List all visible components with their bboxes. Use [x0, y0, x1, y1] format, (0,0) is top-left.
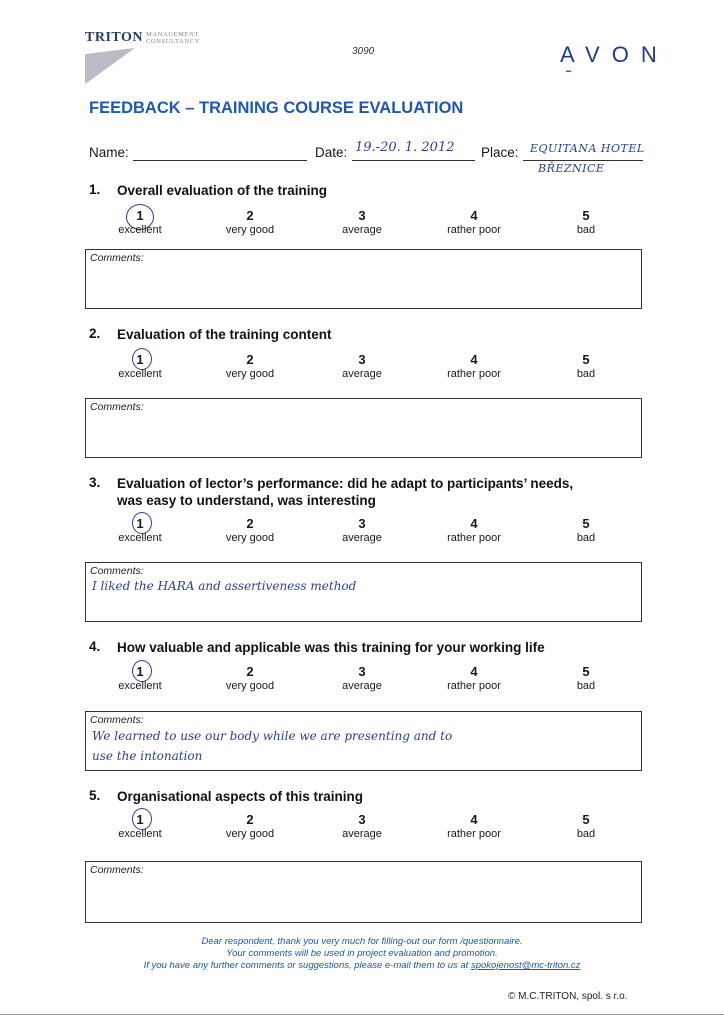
section-3-title: Evaluation of lector’s performance: did he adapt to participants’ needs, was easy to understand, was interesting: [117, 476, 574, 508]
section-4-comment-line-2: use the intonation: [92, 749, 203, 763]
section-2-option-1[interactable]: 1 excellent: [118, 352, 162, 380]
copyright: © M.C.TRITON, spol. s r.o.: [508, 991, 628, 1002]
name-field[interactable]: [133, 160, 307, 161]
section-3-option-4[interactable]: 4 rather poor: [447, 516, 501, 544]
section-5-title: Organisational aspects of this training: [117, 789, 364, 804]
bottom-divider: [0, 1014, 724, 1015]
place-field[interactable]: [523, 160, 643, 161]
comments-label: Comments:: [90, 864, 144, 876]
section-5-option-5[interactable]: 5 bad: [576, 812, 596, 840]
section-4-option-5[interactable]: 5 bad: [576, 664, 596, 692]
section-1-option-1[interactable]: 1 excellent: [118, 208, 162, 236]
footer-email-link[interactable]: spokojenost@mc-triton.cz: [470, 960, 581, 971]
section-5-comments-box[interactable]: [85, 861, 642, 923]
section-4-number: 4.: [89, 639, 101, 654]
comments-label: Comments:: [90, 565, 144, 577]
section-5-option-3[interactable]: 3 average: [342, 812, 382, 840]
section-5-option-1[interactable]: 1 excellent: [118, 812, 162, 840]
section-5-number: 5.: [89, 788, 101, 803]
section-3-option-5[interactable]: 5 bad: [576, 516, 596, 544]
form-number: 3090: [352, 46, 375, 57]
section-1-number: 1.: [89, 182, 101, 197]
section-5-option-2[interactable]: 2 very good: [225, 812, 275, 840]
section-1-option-4[interactable]: 4 rather poor: [447, 208, 501, 236]
avon-logo-tagline-mark: ▬: [566, 68, 572, 74]
place-label: Place:: [481, 145, 519, 160]
section-3-option-3[interactable]: 3 average: [342, 516, 382, 544]
section-3-comments-box[interactable]: [85, 562, 642, 622]
comments-label: Comments:: [90, 714, 144, 726]
section-1-comments-box[interactable]: [85, 249, 642, 309]
name-label: Name:: [89, 145, 129, 160]
section-4-comment-line-1: We learned to use our body while we are presenting and to: [92, 729, 453, 743]
footer-usage: Your comments will be used in project evaluation and promotion.: [226, 948, 498, 959]
section-4-comments-box[interactable]: [85, 711, 642, 771]
place-value-line-2: BŘEZNICE: [538, 162, 605, 175]
footer-thanks: Dear respondent, thank you very much for filling-out our form /questionnaire.: [201, 936, 523, 947]
section-3-comment-line-1: I liked the HARA and assertiveness method: [92, 579, 357, 593]
section-2-option-2[interactable]: 2 very good: [225, 352, 275, 380]
place-value-line-1: EQUITANA HOTEL: [530, 142, 645, 155]
comments-label: Comments:: [90, 401, 144, 413]
date-label: Date:: [315, 145, 348, 160]
section-2-title: Evaluation of the training content: [117, 327, 332, 342]
section-2-option-5[interactable]: 5 bad: [576, 352, 596, 380]
section-4-option-3[interactable]: 3 average: [342, 664, 382, 692]
section-3-option-2[interactable]: 2 very good: [225, 516, 275, 544]
avon-logo: AVON: [560, 42, 669, 67]
section-4-option-4[interactable]: 4 rather poor: [447, 664, 501, 692]
section-2-option-3[interactable]: 3 average: [342, 352, 382, 380]
section-3-option-1[interactable]: 1 excellent: [118, 516, 162, 544]
triton-logo-text: TRITON: [85, 30, 143, 45]
section-5-option-4[interactable]: 4 rather poor: [447, 812, 501, 840]
section-1-option-5[interactable]: 5 bad: [576, 208, 596, 236]
section-2-number: 2.: [89, 326, 101, 341]
section-4-title: How valuable and applicable was this training for your working life: [117, 640, 545, 655]
section-2-option-4[interactable]: 4 rather poor: [447, 352, 501, 380]
section-2-comments-box[interactable]: [85, 398, 642, 458]
section-4-option-2[interactable]: 2 very good: [225, 664, 275, 692]
section-1-title: Overall evaluation of the training: [117, 183, 328, 198]
date-value: 19.-20. 1. 2012: [355, 140, 455, 155]
comments-label: Comments:: [90, 252, 144, 264]
section-4-option-1[interactable]: 1 excellent: [118, 664, 162, 692]
date-field[interactable]: [352, 160, 475, 161]
page-title: FEEDBACK – TRAINING COURSE EVALUATION: [89, 99, 464, 117]
section-3-number: 3.: [89, 475, 101, 490]
triton-logo-subtitle: MANAGEMENT CONSULTANCY: [146, 31, 200, 45]
footer-contact: If you have any further comments or suggestions, please e-mail them to us at spokojenost@mc-triton.cz: [143, 960, 581, 971]
section-1-option-3[interactable]: 3 average: [342, 208, 382, 236]
section-1-option-2[interactable]: 2 very good: [225, 208, 275, 236]
